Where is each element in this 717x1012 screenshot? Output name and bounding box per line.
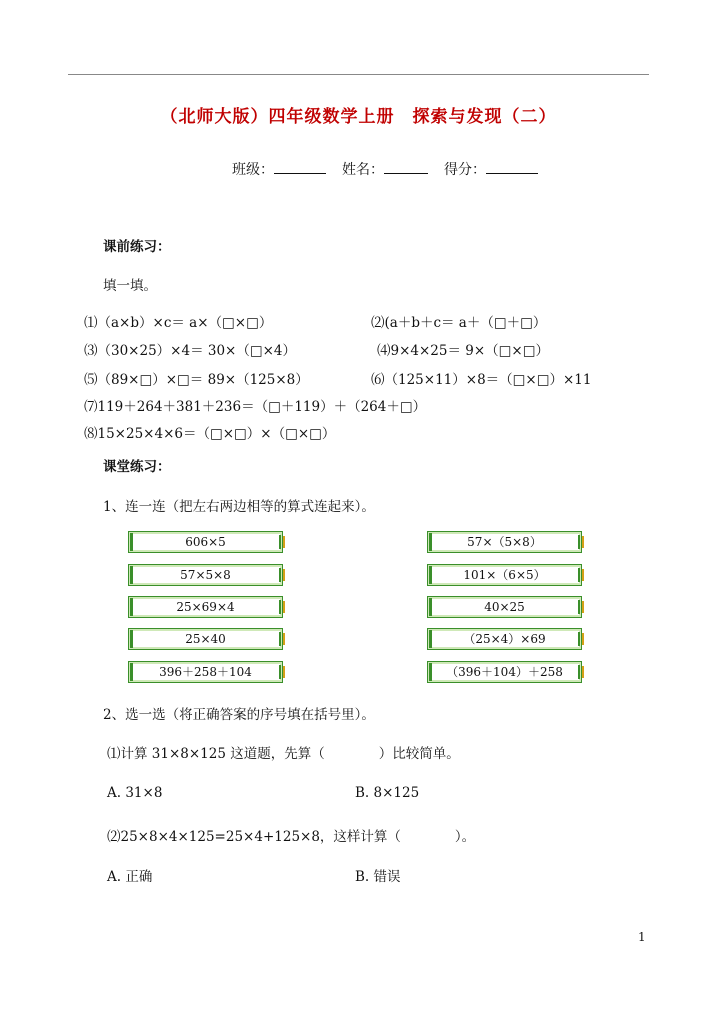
- left-expression-box[interactable]: [128, 531, 283, 553]
- score-blank[interactable]: [486, 161, 538, 174]
- right-expression: 40×25: [484, 600, 525, 614]
- right-expression: 101×（6×5）: [463, 568, 546, 582]
- name-label: 姓名：: [342, 162, 384, 178]
- left-expression: 606×5: [185, 535, 226, 549]
- right-expression: （396＋104）＋258: [446, 665, 563, 679]
- left-expression-box[interactable]: [128, 596, 283, 618]
- choice-1-option-a[interactable]: A. 31×8: [107, 785, 163, 801]
- left-expression: 25×40: [185, 632, 226, 646]
- score-label: 得分：: [444, 162, 486, 178]
- right-expression: 57×（5×8）: [467, 535, 542, 549]
- fill-item-2: ⑵(a＋b＋c＝ a＋（□＋□）: [371, 315, 547, 331]
- left-expression-box[interactable]: [128, 564, 283, 586]
- fill-item-7: ⑺119＋264＋381＋236＝（□＋119）＋（264＋□）: [84, 399, 427, 415]
- page-number: 1: [638, 930, 646, 944]
- in-class-heading: 课堂练习：: [103, 459, 171, 475]
- choice-1-option-b[interactable]: B. 8×125: [355, 785, 420, 801]
- pre-class-heading: 课前练习：: [103, 239, 171, 255]
- page-title: （北师大版）四年级数学上册 探索与发现（二）: [160, 107, 557, 127]
- choice-2-option-b[interactable]: B. 错误: [355, 869, 401, 885]
- class-label: 班级：: [232, 162, 274, 178]
- left-expression: 396＋258＋104: [159, 665, 252, 679]
- left-expression-box[interactable]: [128, 628, 283, 650]
- class-blank[interactable]: [274, 161, 326, 174]
- left-expression: 57×5×8: [180, 568, 231, 582]
- student-info-line: [232, 159, 538, 179]
- left-expression: 25×69×4: [176, 600, 235, 614]
- right-expression-box[interactable]: [427, 531, 582, 553]
- choice-2-option-a[interactable]: A. 正确: [107, 869, 153, 885]
- fill-item-8: ⑻15×25×4×6＝（□×□）×（□×□）: [84, 426, 336, 442]
- fill-item-6: ⑹（125×11）×8＝（□×□）×11: [371, 372, 592, 388]
- fill-item-4: ⑷9×4×25＝ 9×（□×□）: [377, 343, 549, 359]
- fill-item-3: ⑶（30×25）×4＝ 30×（□×4）: [84, 343, 297, 359]
- right-expression: （25×4）×69: [463, 632, 546, 646]
- right-expression-box[interactable]: [427, 596, 582, 618]
- choice-question-1: ⑴计算 31×8×125 这道题，先算（ ）比较简单。: [107, 746, 460, 762]
- fill-item-1: ⑴（a×b）×c＝ a×（□×□）: [84, 315, 273, 331]
- name-blank[interactable]: [384, 161, 428, 174]
- header-rule: [68, 74, 649, 75]
- fill-instruction: 填一填。: [103, 278, 157, 294]
- matching-instruction: 1、连一连（把左右两边相等的算式连起来）。: [103, 499, 375, 515]
- right-expression-box[interactable]: [427, 628, 582, 650]
- choice-question-2: ⑵25×8×4×125=25×4+125×8，这样计算（ ）。: [107, 829, 476, 845]
- choice-instruction: 2、选一选（将正确答案的序号填在括号里）。: [103, 707, 375, 723]
- right-expression-box[interactable]: [427, 661, 582, 683]
- fill-item-5: ⑸（89×□）×□＝ 89×（125×8）: [84, 372, 309, 388]
- right-expression-box[interactable]: [427, 564, 582, 586]
- left-expression-box[interactable]: [128, 661, 283, 683]
